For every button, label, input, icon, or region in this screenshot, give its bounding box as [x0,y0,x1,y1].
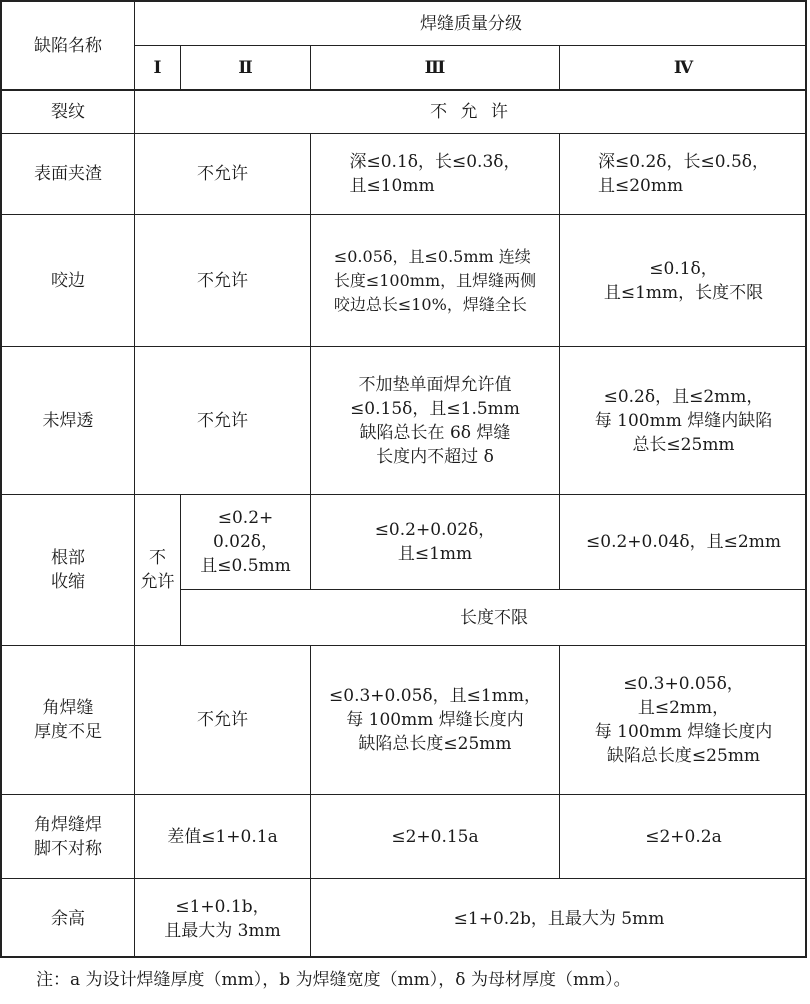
root-length-text: 长度不限 [460,607,528,628]
leg-g4-text: ≤2+0.2a [645,826,722,847]
leg-name-line: 脚不对称 [34,838,102,859]
throat-g3-line: 缺陷总长度≤25mm [358,734,512,754]
row-root-grade-3 [311,495,559,589]
row-slag-grade-1-2 [135,134,310,214]
incomplete-g4-line: ≤0.2δ，且≤2mm， [603,386,764,407]
row-undercut-grade-1-2 [135,215,310,346]
root-g1-line: 允许 [140,572,175,592]
row-slag-name [2,134,134,214]
root-name-line: 收缩 [51,572,85,592]
slag-g4-line: 且≤20mm [597,176,684,196]
header-grade-2 [181,46,310,89]
undercut-g3-line: ≤0.05δ，且≤0.5mm 连续 [333,246,531,266]
incomplete-g3-line: 不加垫单面焊允许值 [358,374,512,395]
throat-g4-line: 每 100mm 焊缝长度内 [594,722,773,742]
root-g3-line: 且≤1mm [397,544,473,564]
root-g2-line: 且≤0.5mm [200,556,291,576]
incomplete-g4-line: 每 100mm 焊缝内缺陷 [594,410,773,431]
row-reinforcement-name [2,879,134,958]
header-defect-name-text: 缺陷名称 [34,35,102,56]
undercut-g4-line: 且≤1mm，长度不限 [603,282,764,303]
row-reinforcement-grade-1-2 [135,879,310,958]
row-incomplete-grade-1-2 [135,347,310,494]
row-undercut-grade-4 [560,215,807,346]
incomplete-g3-line: ≤0.15δ，且≤1.5mm [350,398,520,419]
grade-1-label: Ⅰ [153,57,162,78]
header-grade-3 [311,46,559,89]
row-root-grade-2 [181,495,310,589]
crack-name-text: 裂纹 [51,102,85,122]
throat-g3-line: 每 100mm 焊缝长度内 [346,710,524,730]
throat-name-line: 厚度不足 [34,722,102,742]
reinforcement-g12-line: ≤1+0.1b， [175,896,270,917]
undercut-g3-line: 咬边总长≤10%，焊缝全长 [333,294,527,314]
slag-name-text: 表面夹渣 [34,164,102,184]
header-grade-4 [560,46,807,89]
table-note: 注：a 为设计焊缝厚度（mm），b 为焊缝宽度（mm），δ 为母材厚度（mm）。 [36,970,631,990]
row-root-grade-1 [135,495,180,645]
root-g4-text: ≤0.2+0.04δ，且≤2mm [586,532,781,552]
throat-name-line: 角焊缝 [42,698,94,718]
row-incomplete-name [2,347,134,494]
root-g2-line: 0.02δ， [212,532,279,552]
incomplete-g3-line: 长度内不超过 δ [376,446,494,467]
row-leg-name [2,795,134,878]
row-root-length [181,590,807,645]
row-leg-grade-4 [560,795,807,878]
throat-g3-line: ≤0.3+0.05δ，且≤1mm， [329,686,541,706]
reinforcement-name-text: 余高 [51,908,85,929]
leg-name-line: 角焊缝焊 [34,814,102,835]
slag-g12-text: 不允许 [197,164,248,184]
row-incomplete-grade-3 [311,347,559,494]
undercut-g12-text: 不允许 [197,270,248,291]
slag-g4-line: 深≤0.2δ，长≤0.5δ， [597,152,770,172]
root-g1-line: 不 [149,548,166,568]
incomplete-name-text: 未焊透 [42,410,94,431]
throat-g4-line: ≤0.3+0.05δ， [623,674,744,694]
row-undercut-grade-3 [311,215,559,346]
row-throat-name [2,646,134,794]
undercut-name-text: 咬边 [51,270,85,291]
undercut-g4-line: ≤0.1δ， [649,258,718,279]
crack-value-text: 不 允 许 [430,102,512,122]
grade-2-label: Ⅱ [238,57,253,78]
header-grade-1 [135,46,180,89]
row-crack-name [2,91,134,133]
incomplete-g4-line: 总长≤25mm [632,434,735,455]
row-undercut-name [2,215,134,346]
row-root-name [2,495,134,645]
throat-g4-line: 且≤2mm， [637,698,730,718]
slag-g3-line: 深≤0.1δ，长≤0.3δ， [349,152,521,172]
row-reinforcement-grade-3-4 [311,879,807,958]
throat-g4-line: 缺陷总长度≤25mm [606,746,761,766]
leg-g12-text: 差值≤1+0.1a [167,826,278,847]
header-grade-group [135,2,807,45]
leg-g3-text: ≤2+0.15a [391,826,479,847]
header-grade-group-text: 焊缝质量分级 [420,13,522,34]
grade-3-label: Ⅲ [424,57,446,78]
root-g2-line: ≤0.2+ [217,508,274,528]
root-name-line: 根部 [51,548,85,568]
row-slag-grade-3 [311,134,559,214]
reinforcement-g34-text: ≤1+0.2b，且最大为 5mm [453,908,665,929]
slag-g3-line: 且≤10mm [349,176,435,196]
row-leg-grade-1-2 [135,795,310,878]
incomplete-g12-text: 不允许 [197,410,248,431]
throat-g12-text: 不允许 [197,710,248,730]
row-throat-grade-1-2 [135,646,310,794]
row-crack-value [135,91,807,133]
undercut-g3-line: 长度≤100mm，且焊缝两侧 [333,270,537,290]
row-root-grade-4 [560,495,807,589]
grade-4-label: Ⅳ [673,57,694,78]
row-incomplete-grade-4 [560,347,807,494]
header-defect-name [2,2,134,89]
incomplete-g3-line: 缺陷总长在 6δ 焊缝 [359,422,511,443]
root-g3-line: ≤0.2+0.02δ， [374,520,496,540]
reinforcement-g12-line: 且最大为 3mm [164,920,281,941]
row-leg-grade-3 [311,795,559,878]
row-slag-grade-4 [560,134,807,214]
row-throat-grade-3 [311,646,559,794]
row-throat-grade-4 [560,646,807,794]
